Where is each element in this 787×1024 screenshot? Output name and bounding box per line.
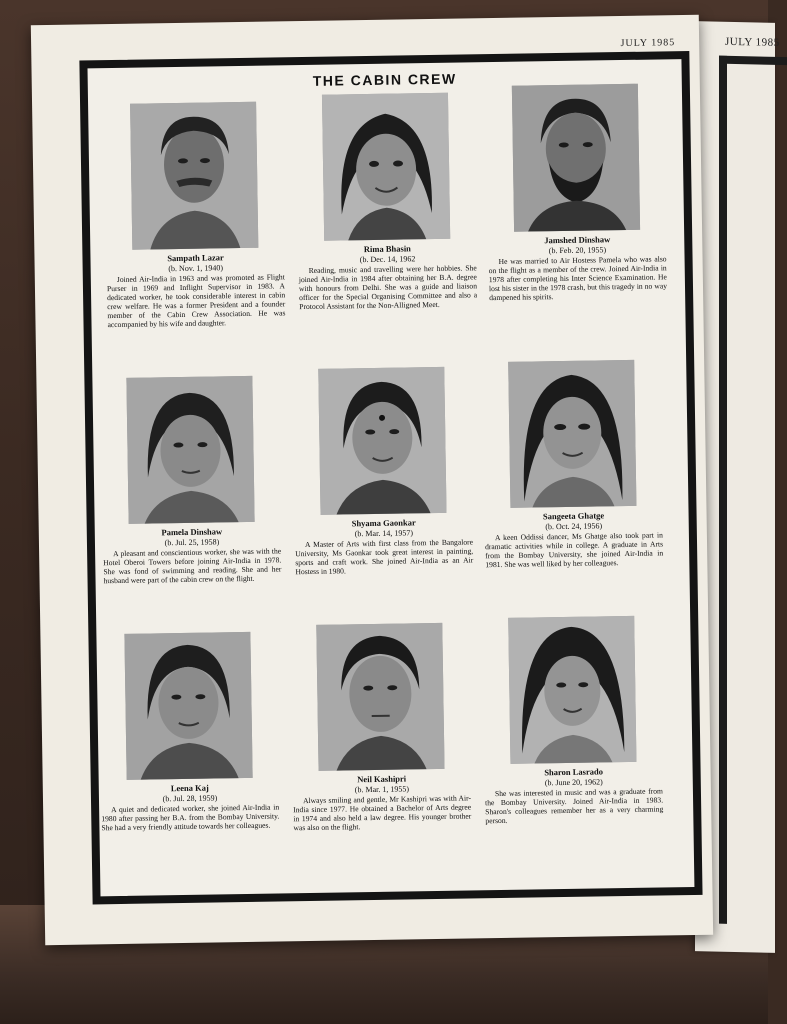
crew-portrait-photo (130, 102, 258, 250)
crew-card (296, 92, 477, 312)
crew-bio: A Master of Arts with first class from the Bangalore University, Ms Gaonkar took great interest in painting, sports and craft work. She joined Air-India as an Air Hostess in 1980. (295, 537, 474, 577)
crew-card (104, 101, 286, 329)
crew-birth-date: (b. Oct. 24, 1956) (545, 521, 603, 532)
crew-bio: A pleasant and conscientious worker, she was with the Hotel Oberoi Towers before joining Air-India in 1978. She was fond of swimming and reading. She and her husband were part of the cabin crew on the flight. (103, 546, 282, 586)
crew-bio: He was married to Air Hostess Pamela who was also on the flight as a member of the crew. Joined Air-India in 1978 after completing his Inter Science Examination. He lost his sister in the 1978 crash, but this tragedy in no way dampened his spirits. (488, 254, 668, 302)
crew-birth-date: (b. June 20, 1962) (544, 777, 603, 788)
crew-bio: Reading, music and travelling were her hobbies. She joined Air-India in 1984 after obtaining her B.A. degree with honours from Delhi. She was a guide and liaison officer for the Special Organising Committee and also a Protocol Assistant for the Non-Alligned Meet. (298, 263, 478, 311)
crew-birth-date: (b. Mar. 1, 1955) (354, 784, 410, 795)
page-title: THE CABIN CREW (312, 70, 457, 89)
crew-portrait-photo (508, 616, 636, 764)
crew-name: Shyama Gaonkar (351, 517, 416, 529)
crew-grid (101, 95, 668, 833)
crew-card (482, 615, 663, 826)
crew-name: Sangeeta Ghatge (542, 510, 605, 522)
crew-portrait-photo (508, 360, 636, 508)
crew-portrait-photo (512, 84, 640, 232)
crew-birth-date: (b. Nov. 1, 1940) (168, 263, 224, 274)
crew-card (292, 366, 473, 577)
crew-bio: A keen Oddissi dancer, Ms Ghatge also took part in dramatic activities while in college. A graduate in Arts from the Bombay University, she joined Air-India in 1981. She was well liked by her colleagues. (484, 530, 664, 570)
crew-name: Rima Bhasin (363, 243, 411, 255)
crew-card (482, 359, 663, 570)
crew-portrait-photo (124, 632, 252, 780)
crew-birth-date: (b. Feb. 20, 1955) (548, 245, 607, 256)
newsletter-page (31, 15, 713, 945)
adjacent-page-border (719, 56, 787, 925)
crew-card (100, 375, 281, 586)
crew-name: Neil Kashipri (357, 773, 407, 785)
crew-name: Sampath Lazar (167, 252, 224, 264)
issue-date: JULY 1985 (620, 37, 676, 50)
crew-card (486, 83, 667, 303)
crew-birth-date: (b. Jul. 25, 1958) (164, 537, 220, 548)
crew-name: Leena Kaj (170, 782, 209, 794)
crew-bio: Joined Air-India in 1963 and was promoted as Flight Purser in 1969 and Inflight Supervisor in 1983. A dedicated worker, he took considerable interest in cabin crew welfare. He was a former President and a founder member of the Cabin Crew Association. He was accompanied by his wife and daughter. (106, 272, 286, 329)
crew-portrait-photo (318, 367, 446, 515)
crew-bio: A quiet and dedicated worker, she joined Air-India in 1980 after passing her B.A. from the Bombay University. She had a very friendly attitude towards her colleagues. (101, 802, 280, 833)
crew-birth-date: (b. Mar. 14, 1957) (354, 528, 414, 539)
crew-portrait-photo (322, 93, 450, 241)
crew-card (290, 623, 471, 834)
crew-name: Pamela Dinshaw (161, 526, 223, 538)
crew-name: Sharon Lasrado (544, 766, 604, 778)
crew-name: Jamshed Dinshaw (544, 234, 611, 246)
crew-portrait-photo (316, 623, 444, 771)
crew-birth-date: (b. Jul. 28, 1959) (162, 793, 218, 804)
crew-birth-date: (b. Dec. 14, 1962 (359, 254, 416, 265)
crew-card (98, 632, 279, 834)
crew-portrait-photo (126, 376, 254, 524)
adjacent-page-date: JULY 1985 (725, 35, 780, 49)
crew-bio: Always smiling and gentle, Mr Kashipri was with Air-India since 1977. He obtained a Bachelor of Arts degree in 1974 and also held a law degree. His younger brother was also on the flight. (293, 793, 472, 833)
crew-panel (79, 51, 702, 904)
crew-bio: She was interested in music and was a graduate from the Bombay University. Joined Air-India in 1983. Sharon's colleagues remember her as a very charming person. (485, 786, 664, 826)
